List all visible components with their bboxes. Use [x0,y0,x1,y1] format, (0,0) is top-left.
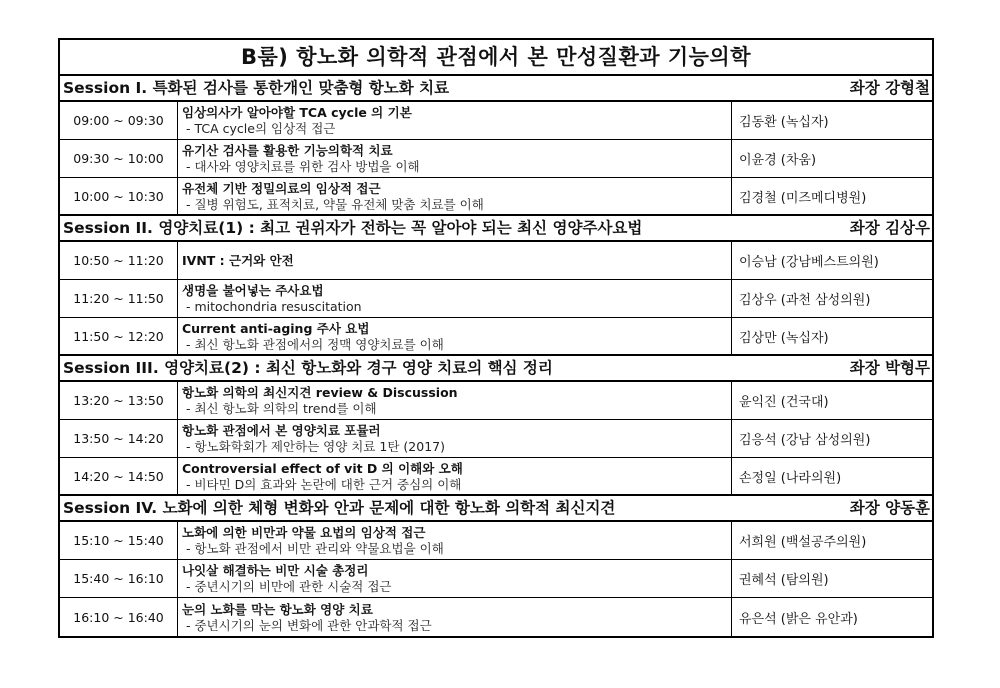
topic-title: 항노화 관점에서 본 영양치료 포뮬러 [182,423,381,438]
table-row [60,382,932,420]
topic-cell [178,598,732,636]
speaker-cell: 김상우 (과천 삼성의원) [739,293,871,308]
speaker-cell: 유은석 (밝은 유안과) [739,611,858,627]
topic-subtitle: - 항노화학회가 제안하는 영양 치료 1탄 (2017) [186,439,445,454]
speaker-cell: 김동환 (녹십자) [739,115,829,130]
topic-title: Current anti-aging 주사 요법 [182,320,370,336]
topic-subtitle: - 중년시기의 비만에 관한 시술적 접근 [186,579,392,594]
speaker-cell: 이승남 (강남베스트의원) [739,255,879,270]
topic-title: 나잇살 해결하는 비만 시술 총정리 [182,563,369,578]
topic-cell [178,522,732,559]
table-row [60,560,932,598]
topic-title: 생명을 불어넣는 주사요법 [182,283,324,298]
table-row [60,280,932,318]
topic-title: 노화에 의한 비만과 약물 요법의 임상적 접근 [182,525,426,540]
session-name: Session III. 영양치료(2) : 최신 항노화와 경구 영양 치료의 핵심 정리 [63,359,553,377]
topic-title: 유전체 기반 정밀의료의 임상적 접근 [182,180,381,196]
topic-cell [178,560,732,597]
time-cell: 15:40 ~ 16:10 [60,560,178,597]
session-header [60,496,932,522]
time-cell: 13:50 ~ 14:20 [60,420,178,457]
topic-subtitle: - 최신 항노화 의학의 trend를 이해 [186,401,377,416]
time-cell: 10:50 ~ 11:20 [60,242,178,279]
speaker-cell: 손정일 (나라의원) [739,470,842,486]
topic-subtitle: - mitochondria resuscitation [186,299,362,314]
table-row [60,102,932,140]
session-name: Session I. 특화된 검사를 통한개인 맞춤형 항노화 치료 [63,79,450,97]
session-chair: 좌장 강형철 [849,79,930,97]
time-cell: 11:50 ~ 12:20 [60,318,178,354]
topic-cell [178,382,732,419]
topic-cell [178,140,732,177]
speaker-cell: 이윤경 (차움) [739,153,817,168]
topic-title: 임상의사가 알아야할 TCA cycle 의 기본 [182,105,412,120]
speaker-cell: 김경철 (미즈메디병원) [739,190,867,206]
table-row [60,598,932,636]
topic-subtitle: - 질병 위험도, 표적치료, 약물 유전체 맞춤 치료를 이해 [186,196,484,212]
sessions-container [60,76,932,636]
topic-cell [178,178,732,214]
session-header [60,356,932,382]
topic-cell [178,102,732,139]
topic-cell [178,280,732,317]
topic-subtitle: - 비타민 D의 효과와 논란에 대한 근거 중심의 이해 [186,476,462,492]
speaker-cell: 서희원 (백설공주의원) [739,535,867,550]
speaker-cell: 김상만 (녹십자) [739,330,829,346]
table-row [60,522,932,560]
table-row [60,178,932,216]
topic-cell [178,458,732,494]
time-cell: 16:10 ~ 16:40 [60,598,178,636]
table-row [60,458,932,496]
session-block [60,216,932,356]
time-cell: 13:20 ~ 13:50 [60,382,178,419]
table-row [60,318,932,356]
topic-subtitle: - TCA cycle의 임상적 접근 [186,121,336,136]
program-table [58,38,934,638]
table-row [60,420,932,458]
session-header [60,76,932,102]
session-chair: 좌장 양동훈 [849,499,930,517]
time-cell: 15:10 ~ 15:40 [60,522,178,559]
session-chair: 좌장 김상우 [849,219,930,237]
topic-cell [178,420,732,457]
session-name: Session IV. 노화에 의한 체형 변화와 안과 문제에 대한 항노화 의학적 최신지견 [63,499,616,517]
session-block [60,76,932,216]
speaker-cell: 윤익진 (건국대) [739,395,829,410]
topic-title: 눈의 노화를 막는 항노화 영양 치료 [182,601,373,617]
time-cell: 10:00 ~ 10:30 [60,178,178,214]
topic-title: Controversial effect of vit D 의 이해와 오해 [182,460,463,476]
session-header [60,216,932,242]
session-block [60,496,932,636]
session-name: Session II. 영양치료(1) : 최고 권위자가 전하는 꼭 알아야 되는 최신 영양주사요법 [63,219,643,237]
topic-cell [178,318,732,354]
topic-subtitle: - 항노화 관점에서 비만 관리와 약물요법을 이해 [186,541,444,556]
program-title: B룸) 항노화 의학적 관점에서 본 만성질환과 기능의학 [60,40,932,76]
time-cell: 14:20 ~ 14:50 [60,458,178,494]
table-row [60,242,932,280]
topic-cell [178,242,732,279]
session-chair: 좌장 박형무 [849,359,930,377]
speaker-cell: 권혜석 (탐의원) [739,573,829,588]
topic-subtitle: - 중년시기의 눈의 변화에 관한 안과학적 접근 [186,617,432,633]
time-cell: 09:00 ~ 09:30 [60,102,178,139]
topic-title: IVNT : 근거와 안전 [182,253,294,268]
session-block [60,356,932,496]
table-row [60,140,932,178]
time-cell: 09:30 ~ 10:00 [60,140,178,177]
topic-subtitle: - 최신 항노화 관점에서의 정맥 영양치료를 이해 [186,336,444,352]
topic-subtitle: - 대사와 영양치료를 위한 검사 방법을 이해 [186,159,420,174]
speaker-cell: 김응석 (강남 삼성의원) [739,433,871,448]
topic-title: 유기산 검사를 활용한 기능의학적 치료 [182,143,393,158]
topic-title: 항노화 의학의 최신지견 review & Discussion [182,385,458,400]
time-cell: 11:20 ~ 11:50 [60,280,178,317]
